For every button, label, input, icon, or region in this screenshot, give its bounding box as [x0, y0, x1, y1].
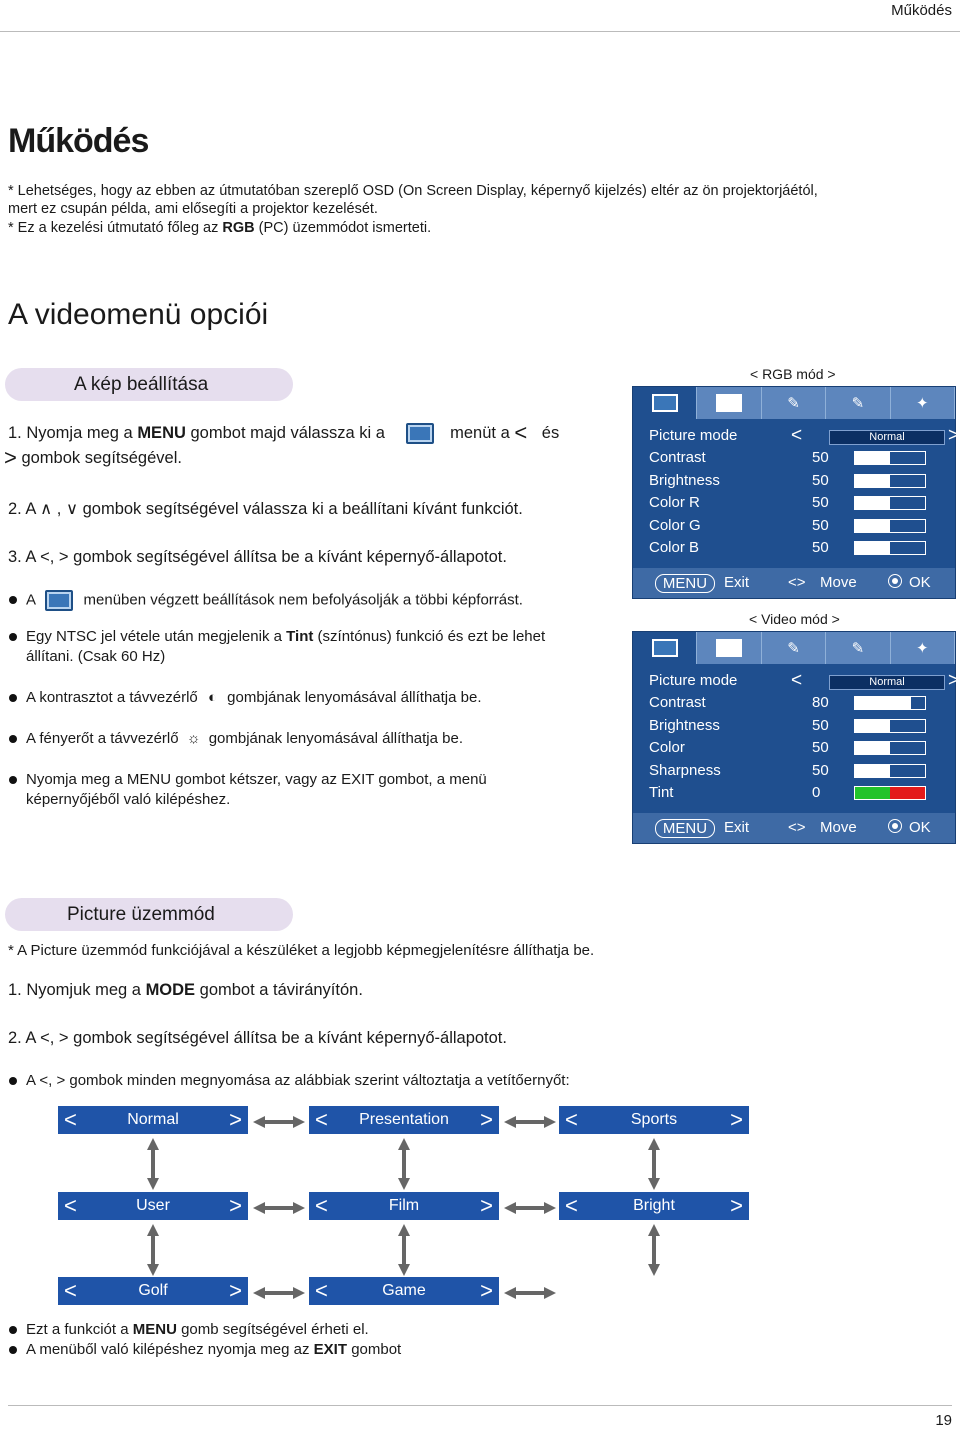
double-arrow-icon: [504, 1115, 556, 1133]
osd-video-panel: [632, 631, 960, 844]
picture-icon: [652, 394, 678, 412]
header-rule: [0, 31, 960, 32]
ok-icon: [888, 568, 902, 598]
ok-label: OK: [909, 819, 931, 836]
osd-level-bar[interactable]: [854, 474, 926, 488]
osd-tabs: [633, 387, 955, 419]
right-arrow-icon: >: [4, 445, 17, 470]
exit-label: Exit: [724, 574, 750, 591]
exit-label: Exit: [724, 819, 750, 836]
tab-picture[interactable]: [633, 632, 697, 664]
bullet-3: A kontrasztot a távvezérlő ◐ gombjának lenyomásával állíthatja be.: [26, 688, 482, 708]
left-arrow-icon: <: [64, 1107, 77, 1132]
right-arrow-icon: >: [730, 1107, 743, 1132]
picture-step-1: 1. Nyomjuk meg a MODE gombot a távirányítón.: [8, 981, 363, 999]
osd-row-label: Picture mode: [649, 427, 738, 444]
star-icon: ✦: [916, 395, 929, 412]
mode-box[interactable]: [559, 1192, 749, 1220]
mode-label: Presentation: [359, 1111, 449, 1128]
left-arrow-icon: <: [64, 1193, 77, 1218]
osd-level-bar[interactable]: [854, 451, 926, 465]
osd-row-value: 50: [812, 471, 829, 489]
vertical-arrow-icon: [398, 1224, 410, 1281]
footnote-2: A menüből való kilépéshez nyomja meg az EXIT gombot: [26, 1340, 401, 1360]
vertical-arrow-icon: [648, 1224, 660, 1281]
vertical-arrow-icon: [147, 1224, 159, 1281]
left-arrow-icon[interactable]: <: [791, 425, 803, 446]
mode-box[interactable]: [58, 1192, 248, 1220]
footer-rule: [8, 1405, 952, 1406]
mode-label: Normal: [127, 1111, 179, 1128]
tab-special[interactable]: [891, 387, 955, 419]
osd-level-bar[interactable]: [854, 764, 926, 778]
tools-icon: ✎: [851, 640, 865, 657]
mode-label: Sports: [630, 1111, 678, 1128]
right-arrow-icon: >: [229, 1193, 242, 1218]
right-arrow-icon: >: [480, 1193, 493, 1218]
picture-icon: [652, 639, 678, 657]
right-arrow-icon: >: [229, 1278, 242, 1303]
osd-row-value: 50: [812, 494, 829, 512]
osd-row-value: 50: [812, 449, 829, 467]
bullet-4: A fényerőt a távvezérlő ☼ gombjának lenyomásával állíthatja be.: [26, 729, 463, 749]
tab-setup[interactable]: [762, 387, 826, 419]
osd-rgb-panel: [632, 386, 960, 599]
double-arrow-icon: [253, 1201, 305, 1219]
tools-icon: ✎: [851, 395, 865, 412]
osd-row-label: Sharpness: [649, 761, 721, 779]
tab-option[interactable]: [826, 632, 890, 664]
mode-label: Golf: [138, 1282, 168, 1299]
osd-level-bar[interactable]: [854, 496, 926, 510]
kep-step-1-cont: > gombok segítségével.: [4, 445, 182, 470]
vertical-arrow-icon: [147, 1138, 159, 1195]
footnote-1: Ezt a funkciót a MENU gomb segítségével érheti el.: [26, 1320, 369, 1340]
move-symbol: <>: [788, 819, 806, 836]
mode-box[interactable]: [559, 1106, 749, 1134]
tab-screen[interactable]: [697, 387, 761, 419]
picture-step-2: 2. A <, > gombok segítségével állítsa be a kívánt képernyő-állapotot.: [8, 1029, 507, 1047]
osd-row-value: 50: [812, 716, 829, 734]
tab-option[interactable]: [826, 387, 890, 419]
mode-box[interactable]: [309, 1277, 499, 1305]
osd-row-label: Tint: [649, 784, 674, 801]
mode-box[interactable]: [58, 1106, 248, 1134]
osd-video-caption: < Video mód >: [749, 611, 840, 627]
contrast-icon: ◐: [207, 689, 217, 706]
screen-icon: [716, 394, 742, 412]
osd-row[interactable]: [649, 760, 939, 782]
osd-row[interactable]: [649, 692, 939, 714]
osd-row-label: Brightness: [649, 471, 720, 489]
bullet-2: Egy NTSC jel vétele után megjelenik a Tint (színtónus) funkció és ezt be lehet állítani. (Csak 60 Hz): [26, 627, 545, 667]
brightness-icon: ☼: [186, 730, 201, 747]
osd-row-label: Contrast: [649, 449, 706, 467]
right-arrow-icon: >: [229, 1107, 242, 1132]
left-arrow-icon: <: [64, 1278, 77, 1303]
double-arrow-icon: [504, 1286, 556, 1304]
osd-rgb-caption: < RGB mód >: [750, 366, 836, 382]
osd-tabs: [633, 632, 955, 664]
mode-label: Film: [388, 1197, 420, 1214]
osd-row-value: 80: [812, 694, 829, 712]
picture-mode-value: Normal: [829, 675, 945, 690]
left-arrow-icon: <: [315, 1107, 328, 1132]
osd-row[interactable]: [649, 470, 939, 492]
osd-row[interactable]: [649, 492, 939, 514]
osd-row-value: 50: [812, 761, 829, 779]
intro-line-2: mert ez csupán példa, ami elősegíti a projektor kezelését.: [8, 201, 378, 217]
screen-icon: [716, 639, 742, 657]
menu-button[interactable]: MENU: [655, 819, 715, 838]
osd-row-value: 50: [812, 739, 829, 757]
section-title: A videomenü opciói: [8, 298, 269, 331]
osd-row-label: Brightness: [649, 716, 720, 734]
right-arrow-icon[interactable]: >: [948, 670, 960, 691]
picture-bullet: A <, > gombok minden megnyomása az alábbiak szerint változtatja a vetítőernyőt:: [26, 1071, 570, 1091]
osd-row-value: 50: [812, 539, 829, 556]
running-header: Működés: [891, 2, 952, 19]
osd-row-label: Color G: [649, 516, 701, 534]
osd-row[interactable]: [649, 515, 939, 537]
mode-box[interactable]: [309, 1106, 499, 1134]
kep-beallitasa-pill: A kép beállítása: [5, 368, 293, 401]
osd-footer: [633, 568, 955, 598]
osd-row-value: 50: [812, 516, 829, 534]
picture-mode-pill: Picture üzemmód: [5, 898, 293, 931]
osd-level-bar[interactable]: [854, 719, 926, 733]
left-arrow-icon: <: [514, 419, 528, 445]
ok-icon: [888, 813, 902, 843]
move-label: Move: [820, 819, 857, 836]
tab-screen[interactable]: [697, 632, 761, 664]
osd-row-label: Color: [649, 739, 685, 757]
kep-step-2: 2. A ∧ , ∨ gombok segítségével válassza ki a beállítani kívánt funkciót.: [8, 500, 523, 518]
osd-row-label: Color R: [649, 494, 700, 512]
left-arrow-icon: <: [315, 1193, 328, 1218]
mode-label: Game: [382, 1282, 426, 1299]
right-arrow-icon: >: [480, 1107, 493, 1132]
osd-row-label: Picture mode: [649, 672, 738, 689]
ok-label: OK: [909, 574, 931, 591]
tab-picture[interactable]: [633, 387, 697, 419]
move-symbol: <>: [788, 574, 806, 591]
picture-menu-icon: [45, 590, 73, 611]
picture-note: * A Picture üzemmód funkciójával a készüléket a legjobb képmegjelenítésre állíthatja be.: [8, 942, 595, 959]
picture-mode-value: Normal: [829, 430, 945, 445]
tab-special[interactable]: [891, 632, 955, 664]
osd-level-bar[interactable]: [854, 519, 926, 533]
mode-label: Bright: [633, 1197, 675, 1214]
osd-row-label: Color B: [649, 539, 700, 556]
osd-row[interactable]: [649, 425, 960, 447]
right-arrow-icon[interactable]: >: [948, 425, 960, 446]
right-arrow-icon: >: [480, 1278, 493, 1303]
intro-line-3: * Ez a kezelési útmutató főleg az RGB (PC) üzemmódot ismerteti.: [8, 220, 432, 236]
wrench-icon: ✎: [787, 395, 800, 412]
osd-level-bar[interactable]: [854, 786, 926, 800]
osd-footer: [633, 813, 955, 843]
mode-box[interactable]: [309, 1192, 499, 1220]
tab-setup[interactable]: [762, 632, 826, 664]
left-arrow-icon: <: [565, 1107, 578, 1132]
left-arrow-icon[interactable]: <: [791, 670, 803, 691]
wrench-icon: ✎: [787, 640, 800, 657]
osd-row-label: Contrast: [649, 694, 706, 712]
menu-button[interactable]: MENU: [655, 574, 715, 593]
intro-line-1: * Lehetséges, hogy az ebben az útmutatóban szereplő OSD (On Screen Display, képernyő kijelzés) eltér az ön projektorjáétól,: [8, 183, 818, 199]
double-arrow-icon: [253, 1115, 305, 1133]
osd-row[interactable]: [649, 670, 960, 692]
osd-row[interactable]: [649, 782, 939, 804]
left-arrow-icon: <: [315, 1278, 328, 1303]
osd-row[interactable]: [649, 737, 939, 759]
osd-level-bar[interactable]: [854, 696, 926, 710]
vertical-arrow-icon: [398, 1138, 410, 1195]
page-number: 19: [935, 1412, 952, 1429]
osd-row[interactable]: [649, 537, 939, 559]
osd-row[interactable]: [649, 447, 939, 469]
mode-label: User: [136, 1197, 170, 1214]
star-icon: ✦: [916, 640, 929, 657]
page-title: Működés: [8, 122, 149, 160]
move-label: Move: [820, 574, 857, 591]
osd-row[interactable]: [649, 715, 939, 737]
bullet-1: A menüben végzett beállítások nem befolyásolják a többi képforrást.: [26, 590, 523, 611]
picture-menu-icon: [406, 423, 434, 444]
double-arrow-icon: [253, 1286, 305, 1304]
osd-level-bar[interactable]: [854, 541, 926, 555]
osd-row-value: 0: [812, 784, 821, 801]
rgb-bold: RGB: [222, 220, 255, 236]
bullet-5: Nyomja meg a MENU gombot kétszer, vagy az EXIT gombot, a menü képernyőjéből való kilépéshez.: [26, 770, 487, 810]
mode-box[interactable]: [58, 1277, 248, 1305]
osd-level-bar[interactable]: [854, 741, 926, 755]
left-arrow-icon: <: [565, 1193, 578, 1218]
right-arrow-icon: >: [730, 1193, 743, 1218]
kep-step-3: 3. A <, > gombok segítségével állítsa be a kívánt képernyő-állapotot.: [8, 548, 507, 566]
double-arrow-icon: [504, 1201, 556, 1219]
vertical-arrow-icon: [648, 1138, 660, 1195]
kep-step-1: 1. Nyomja meg a MENU gombot majd válassza ki a menüt a < és: [8, 419, 560, 445]
